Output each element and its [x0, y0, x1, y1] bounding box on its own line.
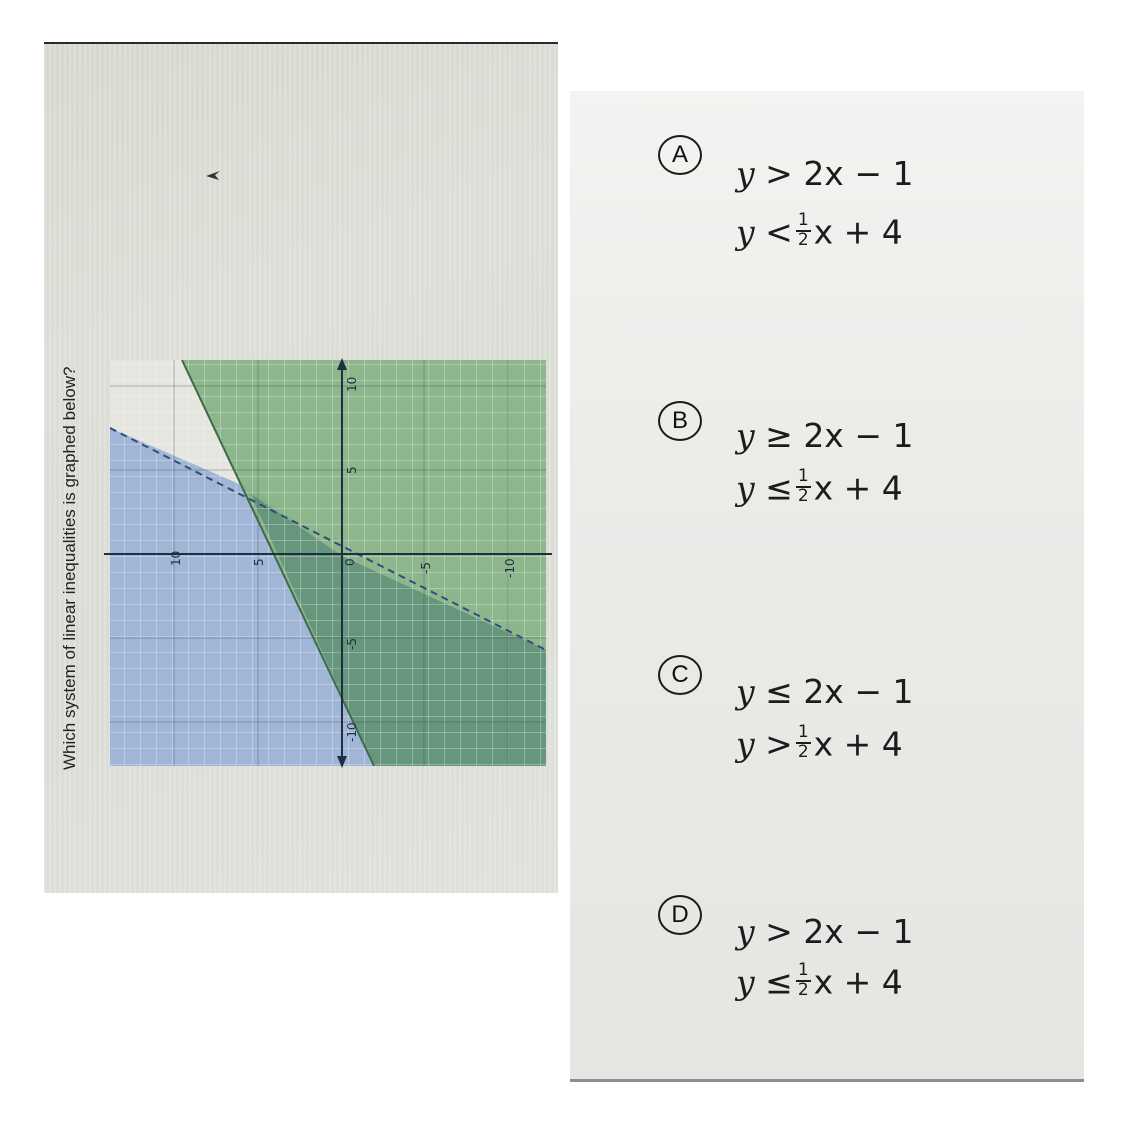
choice-d[interactable] [570, 895, 1084, 1035]
fraction-one-half: $\frac{1}{2}$ [797, 210, 809, 250]
question-text: Which system of linear inequalities is graphed below? [60, 366, 79, 770]
choice-letter: D [658, 895, 702, 935]
inequality-graph [44, 44, 558, 893]
tick-label: 5 [252, 558, 266, 566]
tick-label: -10 [503, 558, 517, 578]
choice-b[interactable] [570, 397, 1084, 537]
fraction-one-half: $\frac{1}{2}$ [797, 466, 809, 506]
choice-letter: A [658, 135, 702, 175]
tick-label: 10 [169, 550, 183, 566]
cursor-icon [204, 168, 222, 182]
choice-c[interactable] [570, 651, 1084, 791]
tick-label: -10 [345, 722, 359, 742]
inequality-line-2: y ≤ $\frac{1}{2}$ x + 4 [736, 960, 903, 1002]
tick-label: -5 [419, 562, 433, 574]
inequality-line-2: y > $\frac{1}{2}$ x + 4 [736, 722, 903, 764]
inequality-line-1: y > 2x − 1 [736, 912, 914, 951]
tick-label: 0 [343, 558, 357, 566]
choice-a[interactable] [570, 127, 1084, 267]
inequality-line-1: y ≥ 2x − 1 [736, 416, 914, 455]
tick-label: -5 [345, 638, 359, 650]
answer-choices-panel [570, 91, 1084, 1082]
inequality-line-2: y ≤ $\frac{1}{2}$ x + 4 [736, 466, 903, 508]
inequality-line-2: y < $\frac{1}{2}$ x + 4 [736, 210, 903, 252]
inequality-line-1: y ≤ 2x − 1 [736, 672, 914, 711]
fraction-one-half: $\frac{1}{2}$ [797, 722, 809, 762]
tick-label: 5 [345, 466, 359, 474]
fraction-one-half: $\frac{1}{2}$ [797, 960, 809, 1000]
choice-letter: C [658, 655, 702, 695]
inequality-line-1: y > 2x − 1 [736, 154, 914, 193]
choice-letter: B [658, 401, 702, 441]
graph-photo [44, 42, 558, 893]
tick-label: 10 [345, 376, 359, 392]
